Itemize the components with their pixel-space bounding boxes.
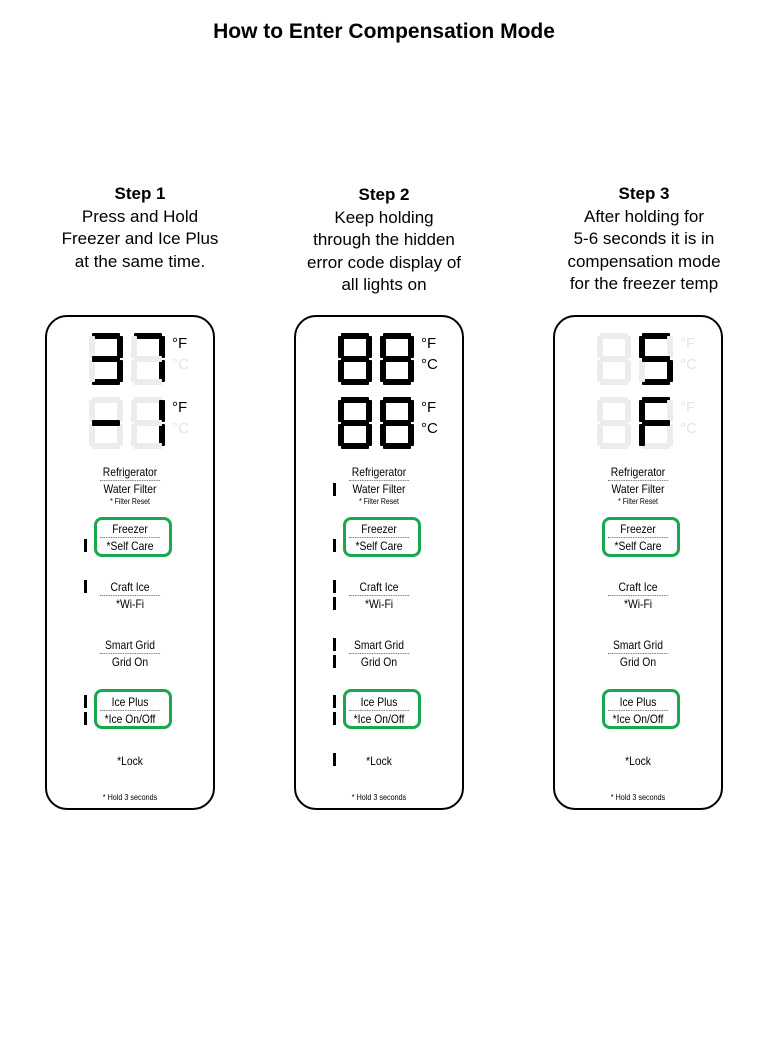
segment-d-off	[134, 379, 162, 385]
step-label: Step 3	[618, 184, 670, 203]
step-2-header	[284, 184, 484, 297]
button-primary-label: Craft Ice	[608, 580, 668, 596]
ice-plus-highlight	[343, 689, 421, 729]
button-secondary-label: *Self Care	[614, 539, 662, 553]
segment-e-off	[89, 424, 95, 446]
smart-grid-button[interactable]	[567, 638, 710, 670]
segment-b-off	[625, 336, 631, 358]
indicator-led-freezer	[84, 539, 87, 552]
segment-d-off	[600, 379, 628, 385]
segment-c-on	[366, 360, 372, 382]
refrigerator-button[interactable]	[59, 465, 202, 507]
step-description: Keep holding through the hidden error code display of all lights on	[306, 207, 462, 294]
craft-ice-button[interactable]	[308, 580, 451, 612]
segment-d-off	[642, 443, 670, 449]
segment-g-on	[92, 356, 120, 362]
segment-b-on	[408, 400, 414, 422]
segment-c-on	[159, 360, 165, 382]
smart-grid-button[interactable]	[59, 638, 202, 670]
button-secondary-label: *Self Care	[106, 539, 154, 553]
button-secondary-label: *Self Care	[355, 539, 403, 553]
freezer-temp-digits	[336, 397, 420, 451]
hold-note: * Hold 3 seconds	[351, 793, 407, 802]
step-label: Step 1	[114, 184, 166, 203]
button-secondary-label: *Ice On/Off	[104, 712, 156, 726]
segment-e-on	[380, 360, 386, 382]
segment-f-on	[338, 400, 344, 422]
button-secondary-label: *Wi-Fi	[623, 597, 653, 611]
freezer-highlight	[94, 517, 172, 557]
indicator-led-smart-grid-top	[333, 638, 336, 651]
top-unit-fahrenheit: °F	[421, 335, 437, 352]
segment-a-off	[134, 397, 162, 403]
button-secondary-label: Water Filter	[611, 482, 665, 496]
bottom-unit-fahrenheit: °F	[172, 399, 188, 416]
segment-c-off	[625, 424, 631, 446]
hold-note: * Hold 3 seconds	[610, 793, 666, 802]
segment-f-on	[380, 400, 386, 422]
button-secondary-label: *Wi-Fi	[364, 597, 394, 611]
indicator-led-ice-plus-top	[333, 695, 336, 708]
button-primary-label: Smart Grid	[349, 638, 409, 654]
segment-c-off	[667, 424, 673, 446]
fridge-temp-digits	[336, 333, 420, 387]
button-primary-label: Freezer	[100, 522, 160, 538]
button-secondary-label: *Ice On/Off	[353, 712, 405, 726]
fridge-temp-display	[336, 333, 416, 388]
segment-c-on	[408, 424, 414, 446]
segment-e-off	[89, 360, 95, 382]
segment-a-on	[642, 397, 670, 403]
button-primary-label: Ice Plus	[349, 695, 409, 711]
segment-e-off	[131, 360, 137, 382]
segment-a-off	[92, 397, 120, 403]
segment-f-on	[639, 400, 645, 422]
button-primary-label: Craft Ice	[100, 580, 160, 596]
segment-b-on	[408, 336, 414, 358]
segment-d-off	[600, 443, 628, 449]
step-1-header	[40, 183, 240, 273]
segment-a-on	[341, 333, 369, 339]
freezer-temp-display	[87, 397, 167, 452]
segment-f-off	[131, 336, 137, 358]
button-primary-label: Refrigerator	[100, 465, 160, 481]
segment-b-on	[117, 336, 123, 358]
segment-a-on	[383, 333, 411, 339]
button-primary-label: Refrigerator	[608, 465, 668, 481]
segment-d-on	[341, 443, 369, 449]
bottom-unit-celsius: °C	[172, 420, 189, 437]
segment-b-off	[117, 400, 123, 422]
segment-g-on	[92, 420, 120, 426]
segment-b-on	[159, 400, 165, 422]
step-description: After holding for 5-6 seconds it is in compensation mode for the freezer temp	[567, 206, 721, 293]
segment-g-off	[134, 420, 162, 426]
segment-b-off	[667, 400, 673, 422]
segment-a-off	[600, 397, 628, 403]
freezer-highlight	[343, 517, 421, 557]
bottom-unit-celsius: °C	[680, 420, 697, 437]
filter-reset-note: * Filter Reset	[618, 497, 658, 506]
segment-e-on	[380, 424, 386, 446]
button-primary-label: Smart Grid	[100, 638, 160, 654]
control-panel-step-2	[294, 315, 464, 810]
segment-a-off	[600, 333, 628, 339]
fridge-temp-digits	[595, 333, 679, 387]
fridge-temp-display	[87, 333, 167, 388]
segment-b-off	[667, 336, 673, 358]
segment-e-off	[131, 424, 137, 446]
freezer-temp-digits	[87, 397, 171, 451]
segment-f-off	[131, 400, 137, 422]
segment-f-on	[639, 336, 645, 358]
segment-e-on	[338, 424, 344, 446]
lock-button[interactable]: *Lock	[366, 754, 392, 768]
button-primary-label: Craft Ice	[349, 580, 409, 596]
segment-g-on	[383, 420, 411, 426]
segment-b-on	[366, 400, 372, 422]
top-unit-celsius: °C	[680, 356, 697, 373]
segment-g-on	[341, 420, 369, 426]
top-unit-fahrenheit: °F	[680, 335, 696, 352]
segment-d-off	[92, 443, 120, 449]
smart-grid-button[interactable]	[308, 638, 451, 670]
segment-c-on	[117, 360, 123, 382]
segment-b-on	[366, 336, 372, 358]
button-primary-label: Ice Plus	[608, 695, 668, 711]
segment-c-on	[408, 360, 414, 382]
button-primary-label: Refrigerator	[349, 465, 409, 481]
segment-e-on	[338, 360, 344, 382]
step-description: Press and Hold Freezer and Ice Plus at the same time.	[61, 206, 219, 271]
indicator-led-craft-ice-bottom	[333, 597, 336, 610]
top-unit-celsius: °C	[421, 356, 438, 373]
hold-note: * Hold 3 seconds	[102, 793, 158, 802]
button-secondary-label: *Wi-Fi	[115, 597, 145, 611]
ice-plus-highlight	[94, 689, 172, 729]
segment-g-off	[134, 356, 162, 362]
refrigerator-button[interactable]	[308, 465, 451, 507]
segment-e-on	[639, 424, 645, 446]
segment-d-on	[341, 379, 369, 385]
lock-button[interactable]: *Lock	[117, 754, 143, 768]
indicator-led-ice-plus-bottom	[84, 712, 87, 725]
lock-button[interactable]: *Lock	[625, 754, 651, 768]
button-secondary-label: Grid On	[619, 655, 657, 669]
indicator-led-smart-grid-bottom	[333, 655, 336, 668]
segment-a-on	[341, 397, 369, 403]
segment-d-on	[383, 443, 411, 449]
button-primary-label: Ice Plus	[100, 695, 160, 711]
segment-f-on	[338, 336, 344, 358]
filter-reset-note: * Filter Reset	[110, 497, 150, 506]
craft-ice-button[interactable]	[59, 580, 202, 612]
segment-d-off	[134, 443, 162, 449]
top-unit-celsius: °C	[172, 356, 189, 373]
button-secondary-label: Water Filter	[352, 482, 406, 496]
segment-e-off	[597, 360, 603, 382]
freezer-highlight	[602, 517, 680, 557]
filter-reset-note: * Filter Reset	[359, 497, 399, 506]
top-unit-fahrenheit: °F	[172, 335, 188, 352]
button-secondary-label: Grid On	[360, 655, 398, 669]
button-primary-label: Smart Grid	[608, 638, 668, 654]
segment-f-on	[380, 336, 386, 358]
bottom-unit-fahrenheit: °F	[421, 399, 437, 416]
segment-c-on	[159, 424, 165, 446]
step-3-header	[544, 183, 744, 296]
segment-d-on	[383, 379, 411, 385]
control-panel-step-1	[45, 315, 215, 810]
segment-b-off	[625, 400, 631, 422]
indicator-led-lock	[333, 753, 336, 766]
indicator-led-ice-plus-top	[84, 695, 87, 708]
bottom-unit-celsius: °C	[421, 420, 438, 437]
segment-f-off	[597, 400, 603, 422]
indicator-led-water-filter	[333, 483, 336, 496]
segment-g-on	[642, 420, 670, 426]
fridge-temp-display	[595, 333, 675, 388]
segment-c-on	[366, 424, 372, 446]
bottom-unit-fahrenheit: °F	[680, 399, 696, 416]
fridge-temp-digits	[87, 333, 171, 387]
segment-b-on	[159, 336, 165, 358]
control-panel-step-3	[553, 315, 723, 810]
segment-d-on	[92, 379, 120, 385]
segment-e-off	[597, 424, 603, 446]
freezer-temp-digits	[595, 397, 679, 451]
segment-g-on	[642, 356, 670, 362]
freezer-temp-display	[595, 397, 675, 452]
indicator-led-craft-ice-top	[333, 580, 336, 593]
page-title: How to Enter Compensation Mode	[213, 20, 555, 43]
segment-a-on	[134, 333, 162, 339]
segment-a-on	[92, 333, 120, 339]
segment-a-on	[383, 397, 411, 403]
segment-g-on	[341, 356, 369, 362]
button-secondary-label: Grid On	[111, 655, 149, 669]
button-secondary-label: *Ice On/Off	[612, 712, 664, 726]
craft-ice-button[interactable]	[567, 580, 710, 612]
segment-d-on	[642, 379, 670, 385]
segment-f-off	[89, 336, 95, 358]
segment-c-on	[667, 360, 673, 382]
segment-c-off	[625, 360, 631, 382]
indicator-led-craft-ice	[84, 580, 87, 593]
indicator-led-ice-plus-bottom	[333, 712, 336, 725]
button-secondary-label: Water Filter	[103, 482, 157, 496]
segment-g-off	[600, 420, 628, 426]
segment-e-off	[639, 360, 645, 382]
segment-f-off	[89, 400, 95, 422]
segment-f-off	[597, 336, 603, 358]
step-label: Step 2	[358, 185, 410, 204]
freezer-temp-display	[336, 397, 416, 452]
indicator-led-freezer	[333, 539, 336, 552]
ice-plus-highlight	[602, 689, 680, 729]
segment-a-on	[642, 333, 670, 339]
button-primary-label: Freezer	[349, 522, 409, 538]
segment-c-off	[117, 424, 123, 446]
refrigerator-button[interactable]	[567, 465, 710, 507]
button-primary-label: Freezer	[608, 522, 668, 538]
segment-g-on	[383, 356, 411, 362]
segment-g-off	[600, 356, 628, 362]
